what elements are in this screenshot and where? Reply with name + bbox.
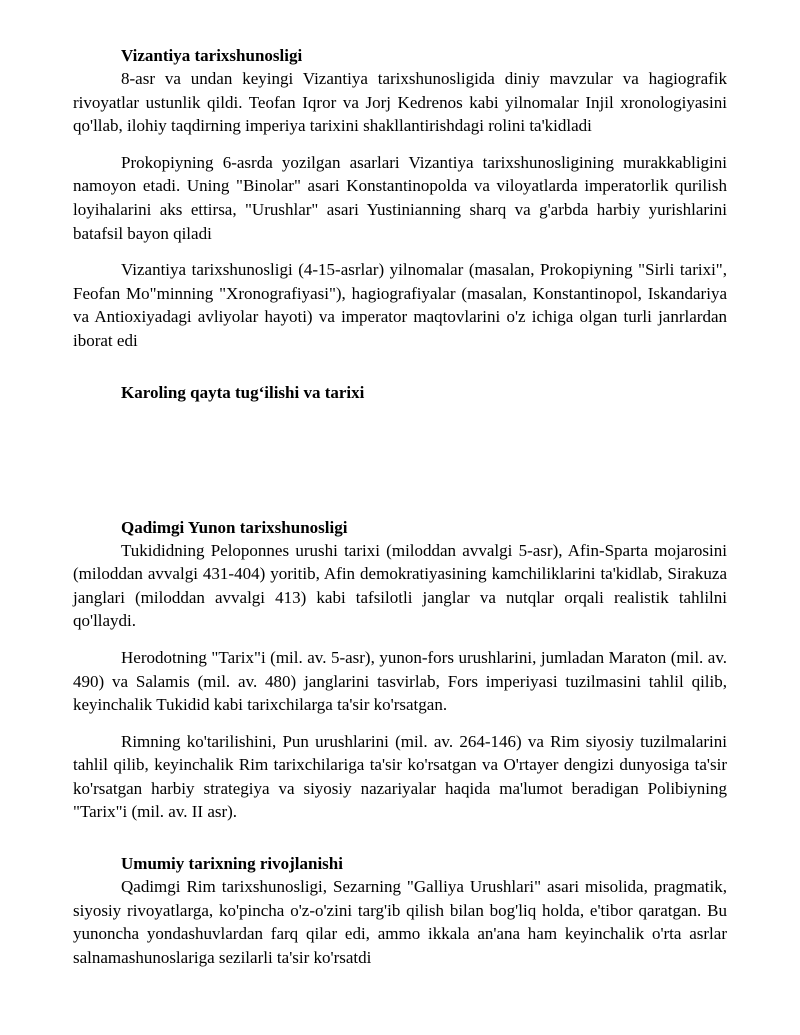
section-byzantine xyxy=(73,44,727,353)
paragraph: Herodotning "Tarix"i (mil. av. 5-asr), yunon-fors urushlarini, jumladan Maraton (mil. av. 490) va Salamis (mil. av. 480) janglarini tasvirlab, Fors imperiyasi tuzilmasini tahlil qilib, keyinchalik Tukidid kabi tarixchilarga ta'sir ko'rsatgan. xyxy=(73,647,727,715)
section-heading: Karoling qayta tug‘ilishi va tarixi xyxy=(121,382,365,402)
paragraph: 8-asr va undan keyingi Vizantiya tarixshunosligida diniy mavzular va hagiografik rivoyatlar ustunlik qildi. Teofan Iqror va Jorj Kedrenos kabi yilnomalar Injil xronologiyasini qo'llab, ilohiy taqdirning imperiya tarixini shakllantirishdagi rolini ta'kidladi xyxy=(73,69,727,136)
paragraph: Tukididning Peloponnes urushi tarixi (miloddan avvalgi 5-asr), Afin-Sparta mojarosini (miloddan avvalgi 431-404) yoritib, Afin demokratiyasining kamchiliklarini ta'kidlab, Sirakuza janglari (miloddan avvalgi 413) kabi tafsilotli janglar va nutqlar orqali realistik tahlilni qo'llaydi. xyxy=(73,540,727,631)
paragraph: Vizantiya tarixshunosligi (4-15-asrlar) yilnomalar (masalan, Prokopiyning "Sirli tarixi", Feofan Mo"minning "Xronografiyasi"), hagiografiyalar (masalan, Konstantinopol, Iskandariya va Antioxiyadagi avliyolar hayoti) va imperator maqtovlarini o'z ichiga olgan turli janrlardan iborat edi xyxy=(73,260,727,350)
paragraph: Qadimgi Rim tarixshunosligi, Sezarning "Galliya Urushlari" asari misolida, pragmatik, siyosiy rivoyatlarga, ko'pincha o'z-o'zini targ'ib qilish bilan bog'liq holda, e'tibor qaratgan. Bu yunoncha yondashuvlardan farq qilar edi, ammo ikkala an'ana ham keyinchalik o'rta asrlar salnamashunoslariga sezilarli ta'sir ko'rsatdi xyxy=(73,877,727,967)
document-page xyxy=(73,44,727,969)
paragraph: Prokopiyning 6-asrda yozilgan asarlari Vizantiya tarixshunosligining murakkabligini namoyon etadi. Uning "Binolar" asari Konstantinopolda va viloyatlarda imperatorlik qurilish loyihalarini aks ettirsa, "Urushlar" asari Yustinianning sharq va g'arbda harbiy yurishlarini batafsil bayon qiladi xyxy=(73,152,727,243)
section-ancient-greek xyxy=(73,516,727,825)
section-heading: Umumiy tarixning rivojlanishi xyxy=(121,854,343,874)
section-heading: Qadimgi Yunon tarixshunosligi xyxy=(121,517,348,537)
section-carolingian xyxy=(73,381,727,404)
section-heading: Vizantiya tarixshunosligi xyxy=(121,46,303,65)
paragraph: Rimning ko'tarilishini, Pun urushlarini (mil. av. 264-146) va Rim siyosiy tuzilmalarini tahlil qilib, keyinchalik Rim tarixchilariga ta'sir ko'rsatgan va O'rtayer dengizi dunyosiga ta'sir ko'rsatgan harbiy strategiya va siyosiy nazariyalar haqida ma'lumot beradigan Polibiyning "Tarix"i (mil. av. II asr). xyxy=(73,731,727,822)
section-general-history xyxy=(73,852,727,969)
